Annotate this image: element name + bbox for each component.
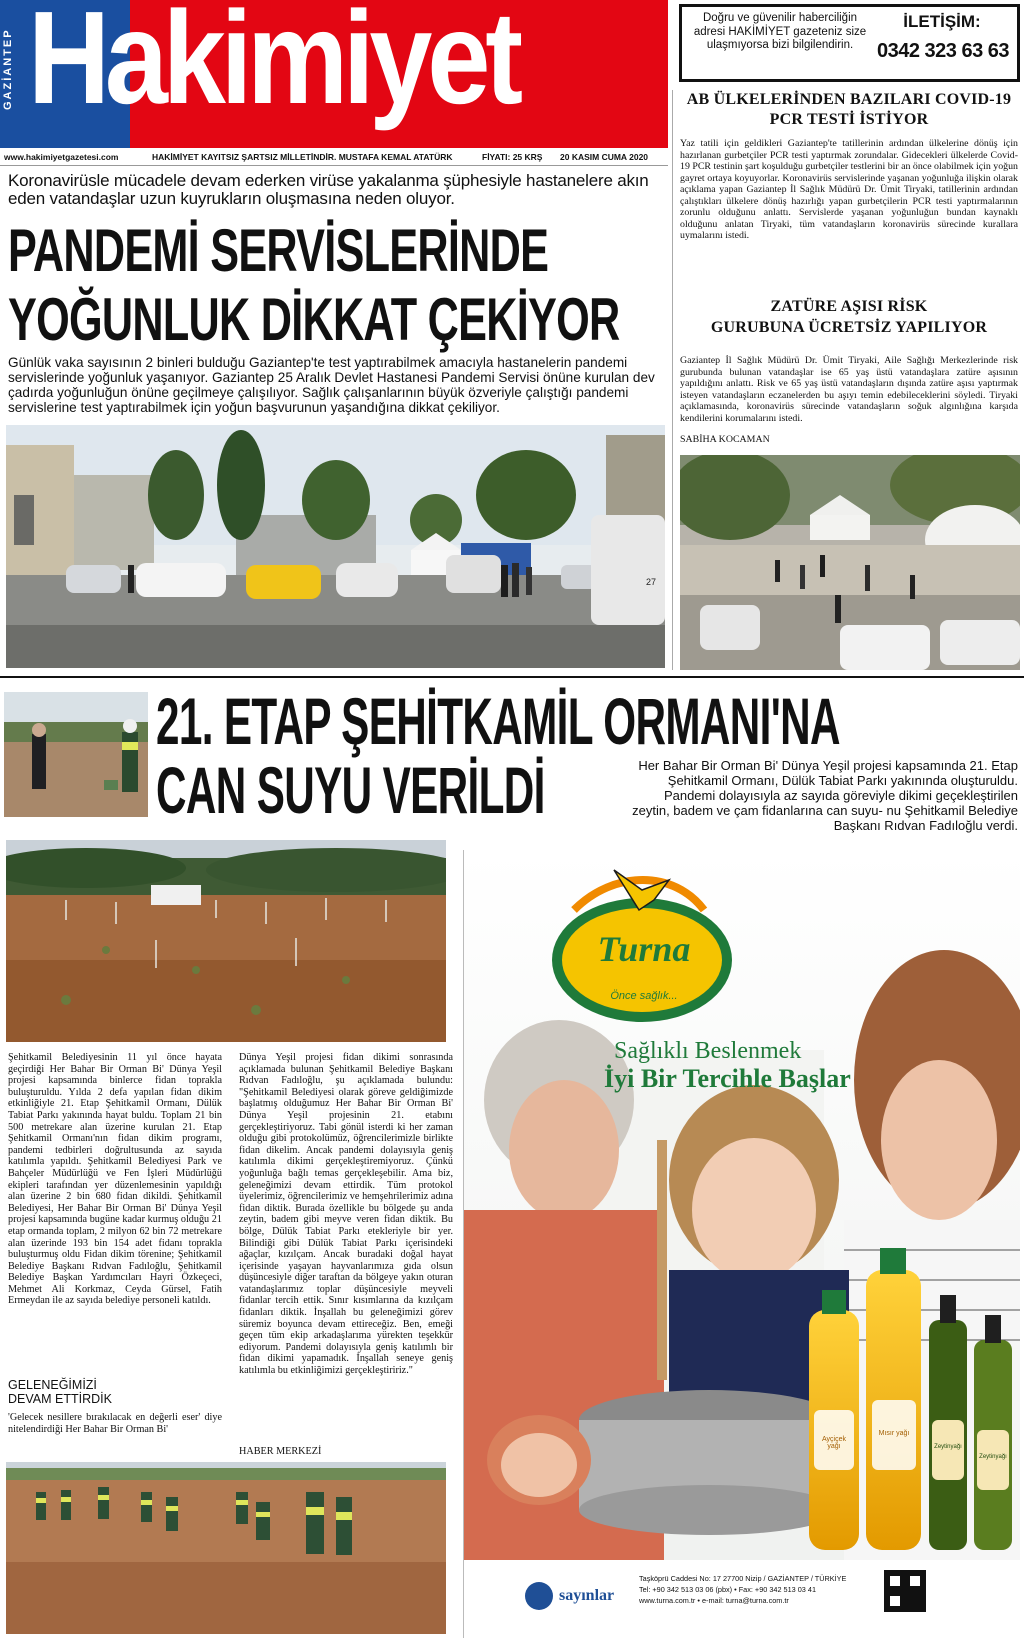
right-story2-byline: SABİHA KOCAMAN <box>680 434 770 445</box>
qr-code-icon[interactable] <box>884 1570 926 1612</box>
forest-field-photo <box>6 840 446 1042</box>
ad-phone: Tel: +90 342 513 03 06 (pbx) • Fax: +90 342 513 03 41 <box>639 1585 816 1594</box>
right-photo <box>680 455 1020 670</box>
bottle-label-4: Zeytinyağı <box>979 1454 1007 1460</box>
masthead-city: GAZİANTEP <box>2 28 14 110</box>
tree-planting-illustration <box>4 692 148 817</box>
license-plate-text: 27 <box>646 577 657 587</box>
contact-label: İLETİŞİM: <box>903 12 981 31</box>
forest-col2: Dünya Yeşil projesi fidan dikimi sonrasında açıklamada bulunan Şehitkamil Belediye Başkanı Rıdvan Fadıloğlu, şu açıklamada bulundu: "Şehitkamil Belediyesi olarak göreve geldiğimizde başlatmış olduğumuz Her Bahar Bir Orman Bi' Dünya Yeşil projesinin 21. etabını gerçekleştiriyoruz. Tabi gönül isterdi ki her zaman olduğu gibi protokolümüz, öğrencilerimizle birlikte fidan dikelim. Ancak pandemi dolayısıyla geniş katılımla dikimi gerçekleştiremiyoruz. Çünkü yoğunluğa bağlı temas gerçekleşebilir. Ama biz, geleneğimizi devam ettirdik. Tüm protokol üyelerimiz, öğrencilerimiz ve hemşehrilerimiz adına fidan diktik. Burada özellikle bu bölgede şu anda zeytin, badem gibi meyve veren fidan diktik. Bu bölge, Dülük Tabiat Parkı etekleriyle bir yer. Bilindiği gibi Dülük Tabiat Parkı içerisindeki ağaçlar, kızılçam. Ancak buradaki doğal hayat içerisinde yaşayan hayvanlarımıza gıda olsun düşüncesiyle diğer taraftan da bölgeye yakın oturan vatandaşlarımız toplar düşüncesiyle meyveli fidanlar tercih ettik. Sınır kısımlarına da kızılçam fidanları diktik. İnşallah bu geleneğimizi görev süremiz boyunca devam ettireceğiz. Ben, emeği geçen tüm ekip arkadaşlarıma yürekten teşekkür ediyorum. Pandemi dolayısıyla geniş katılımlı bir fidan dikimi yapamadık. İnşallah seneye geniş katılımla bu etkinliğimizi gerçekleştiririz." <box>239 1052 453 1377</box>
bottle-label-2: Mısır yağı <box>878 1430 910 1437</box>
website-link[interactable]: www.hakimiyetgazetesi.com <box>4 152 119 162</box>
forest-headline-2: CAN SUYU VERİLDİ <box>156 753 545 827</box>
forest-col1-tail: 'Gelecek nesillere bırakılacak en değerli eser' diye nitelendirdiği Her Bahar Bir Orman Bi' <box>8 1412 222 1435</box>
ad-headline-2: İyi Bir Tercihle Başlar <box>604 1064 851 1093</box>
sayinlar-logo-text: sayınlar <box>559 1587 615 1604</box>
column-divider <box>672 90 673 670</box>
turna-ad-illustration <box>464 850 1020 1638</box>
info-text: Doğru ve güvenilir haberciliğin adresi HAKİMİYET gazeteniz size ulaşmıyorsa bizi bilgilendirin. <box>693 12 867 51</box>
forest-subhead-1: GELENEĞİMİZİ <box>8 1378 97 1392</box>
contact-phone: 0342 323 63 63 <box>876 40 1010 62</box>
forest-col1: Şehitkamil Belediyesinin 11 yıl önce hayata geçirdiği Her Bahar Bir Orman Bi' Dünya Yeşil projesi kapsamında binlerce fidan toprakla buluşturuldu. Yılda 2 defa yapılan fidan dikim etkinliğiyle 21. Etap Şehitkamil Ormanı, Dülük Tabiat Parkı yakınında hayat buldu. Toplam 21 bin 500 metrekare alan üzerine kurulan 21. Etap Şehitkamil Ormanı'nın fidan dikim programı, pandemi tedbirleri doğrultusunda az sayıda katılımla yapıldı. Şehitkamil Belediyesi Park ve Bahçeler Müdürlüğü ve Fen İşleri Müdürlüğü ekipleri tarafından yer düzenlemesinin yapıldığı alan üzerine 2 bin 680 fidan dikildi. Şehitkamil Belediyesi, Her Bahar Bir Orman Bi' Dünya Yeşil projesi kapsamında bugüne kadar kurmuş olduğu 21 etap ormanda toplam, 2 milyon 62 bin 72 metrekare alan üzerinde 193 bin 154 adet fidanı toprakla buluşturmuş oldu Fidan dikim törenine; Şehitkamil Belediye Başkanı Rıdvan Fadıloğlu, Şehitkamil Belediye Başkan Yardımcıları Hayri Özkeçeci, Mehmet Ali Korkmaz, Ceyda Gürsel, Fatih Ermeydan ile az sayıda belediye personeli katıldı. <box>8 1052 222 1307</box>
bottle-label-1: Ayçiçek yağı <box>822 1436 846 1450</box>
issue-date: 20 KASIM CUMA 2020 <box>560 152 649 162</box>
workers-photo <box>6 1462 446 1634</box>
forest-deck: Her Bahar Bir Orman Bi' Dünya Yeşil projesi kapsamında 21. Etap Şehitkamil Ormanı, Dülük Tabiat Parkı yakınında oluşturuldu. Pandemi dolayısıyla az sayıda göreviyle dikimi geçekleştirilen zeytin, badem ve çam fidanlarına can suyu- nu Şehitkamil Belediye Başkanı Rıdvan Fadıloğlu verdi. <box>632 758 1018 833</box>
masthead <box>0 0 668 148</box>
right-story2-headline-2: GURUBUNA ÜCRETSİZ YAPILIYOR <box>710 319 988 336</box>
right-story2-headline-1: ZATÜRE AŞISI RİSK <box>770 298 928 315</box>
lead-headline-1: PANDEMİ SERVİSLERİNDE <box>8 217 549 284</box>
lead-deck: Koronavirüsle mücadele devam ederken virüse yakalanma şüphesiyle hastanelere akın eden vatandaşlar uzun kuyrukların oluşmasına neden oluyor. <box>8 171 649 208</box>
forest-small-photo <box>4 692 148 817</box>
forest-headline-1: 21. ETAP ŞEHİTKAMİL ORMANI'NA <box>156 684 840 758</box>
planted-field-illustration <box>6 840 446 1042</box>
motto: HAKİMİYET KAYITSIZ ŞARTSIZ MİLLETİNDİR. MUSTAFA KEMAL ATATÜRK <box>152 152 453 162</box>
price: FİYATI: 25 KRŞ <box>482 152 543 162</box>
bottle-label-3: Zeytinyağı <box>934 1444 962 1450</box>
masthead-strip <box>0 148 668 166</box>
lead-headline-2: YOĞUNLUK DİKKAT ÇEKİYOR <box>8 286 620 353</box>
health-center-scene-illustration <box>680 455 1020 670</box>
lead-body: Günlük vaka sayısının 2 binleri bulduğu Gaziantep'te test yaptırabilmek amacıyla hastanelerin pandemi servislerinde yoğunluk yaşanıyor. Gaziantep 25 Aralık Devlet Hastanesi Pandemi Servisi önüne kurulan dev çadırda yoğunluğun önüne geçilmeye çalışılıyor. Sağlık çalışanlarının büyük özveriyle çalıştığı pandemi servislerine test yaptırabilmek için yoğun başvurunun yaşandığına dikkat çekiliyor. <box>8 355 655 415</box>
turna-slogan: Önce sağlık... <box>610 990 678 1002</box>
masthead-title: Hakimiyet <box>28 0 518 131</box>
section-divider <box>0 676 1024 678</box>
turna-advertisement[interactable] <box>463 850 1020 1638</box>
right-story1-body: Yaz tatili için geldikleri Gaziantep'te tatillerinin ardından ülkelerine dönüş için hazırlanan gurbetçiler PCR testi yaptırmak zorundalar. Gidecekleri ülkelerde Covid-19 PCR testinin şart koşulduğu gurbetçiler testlerini bir an önce olabilmek için yoğun gayret ortaya koyuyorlar. Koronavirüs servislerinde yaşanan yoğunluğa ilişkin olarak açıklama yapan Gaziantep İl Sağlık Müdürü Dr. Ümit Tiryaki, tatillerinin ardından çalıştıkları ülkelere dönüş hazırlığı yapan gurbetçilerin PCR testi yaptırmalarının zorunlu olduğunu anlattı. Servislerde yaşanan yoğunluğun bundan kaynaklı olduğunu anlatan Tiryaki, tüm vatandaşların koronavirüs sürecinde kurallara uymalarını istedi. <box>680 138 1018 241</box>
right-story2-body: Gaziantep İl Sağlık Müdürü Dr. Ümit Tiryaki, Aile Sağlığı Merkezlerinde risk gurubunda bulunan vatandaşlar ise 65 yaş üstü vatandaşlara zatüre aşısının yapıldığını anlattı. Risk ve 65 yaş üstü vatandaşların dışında zatüre aşısı yaptırmak isteyen vatandaşların eczanelerden bu aşıyı temin edebileceklerini söyledi. Tiryaki açıklamasında, koronavirüs sürecinde vatandaşların soğuk algınlığına karşıda kendilerini korumalarını istedi. <box>680 355 1018 424</box>
ad-address: Taşköprü Caddesi No: 17 27700 Nizip / GAZİANTEP / TÜRKİYE <box>639 1574 847 1583</box>
hospital-scene-illustration <box>6 425 665 668</box>
right-story1-headline: AB ÜLKELERİNDEN BAZILARI COVID-19 PCR TESTİ İSTİYOR <box>686 91 1012 128</box>
turna-brand: Turna <box>597 929 691 969</box>
forest-subhead-2: DEVAM ETTİRDİK <box>8 1392 112 1406</box>
lead-photo <box>6 425 665 668</box>
ad-web: www.turna.com.tr • e-mail: turna@turna.com.tr <box>639 1596 789 1605</box>
ad-headline-1: Sağlıklı Beslenmek <box>614 1038 802 1064</box>
forest-byline: HABER MERKEZİ <box>239 1446 322 1457</box>
workers-planting-illustration <box>6 1462 446 1634</box>
